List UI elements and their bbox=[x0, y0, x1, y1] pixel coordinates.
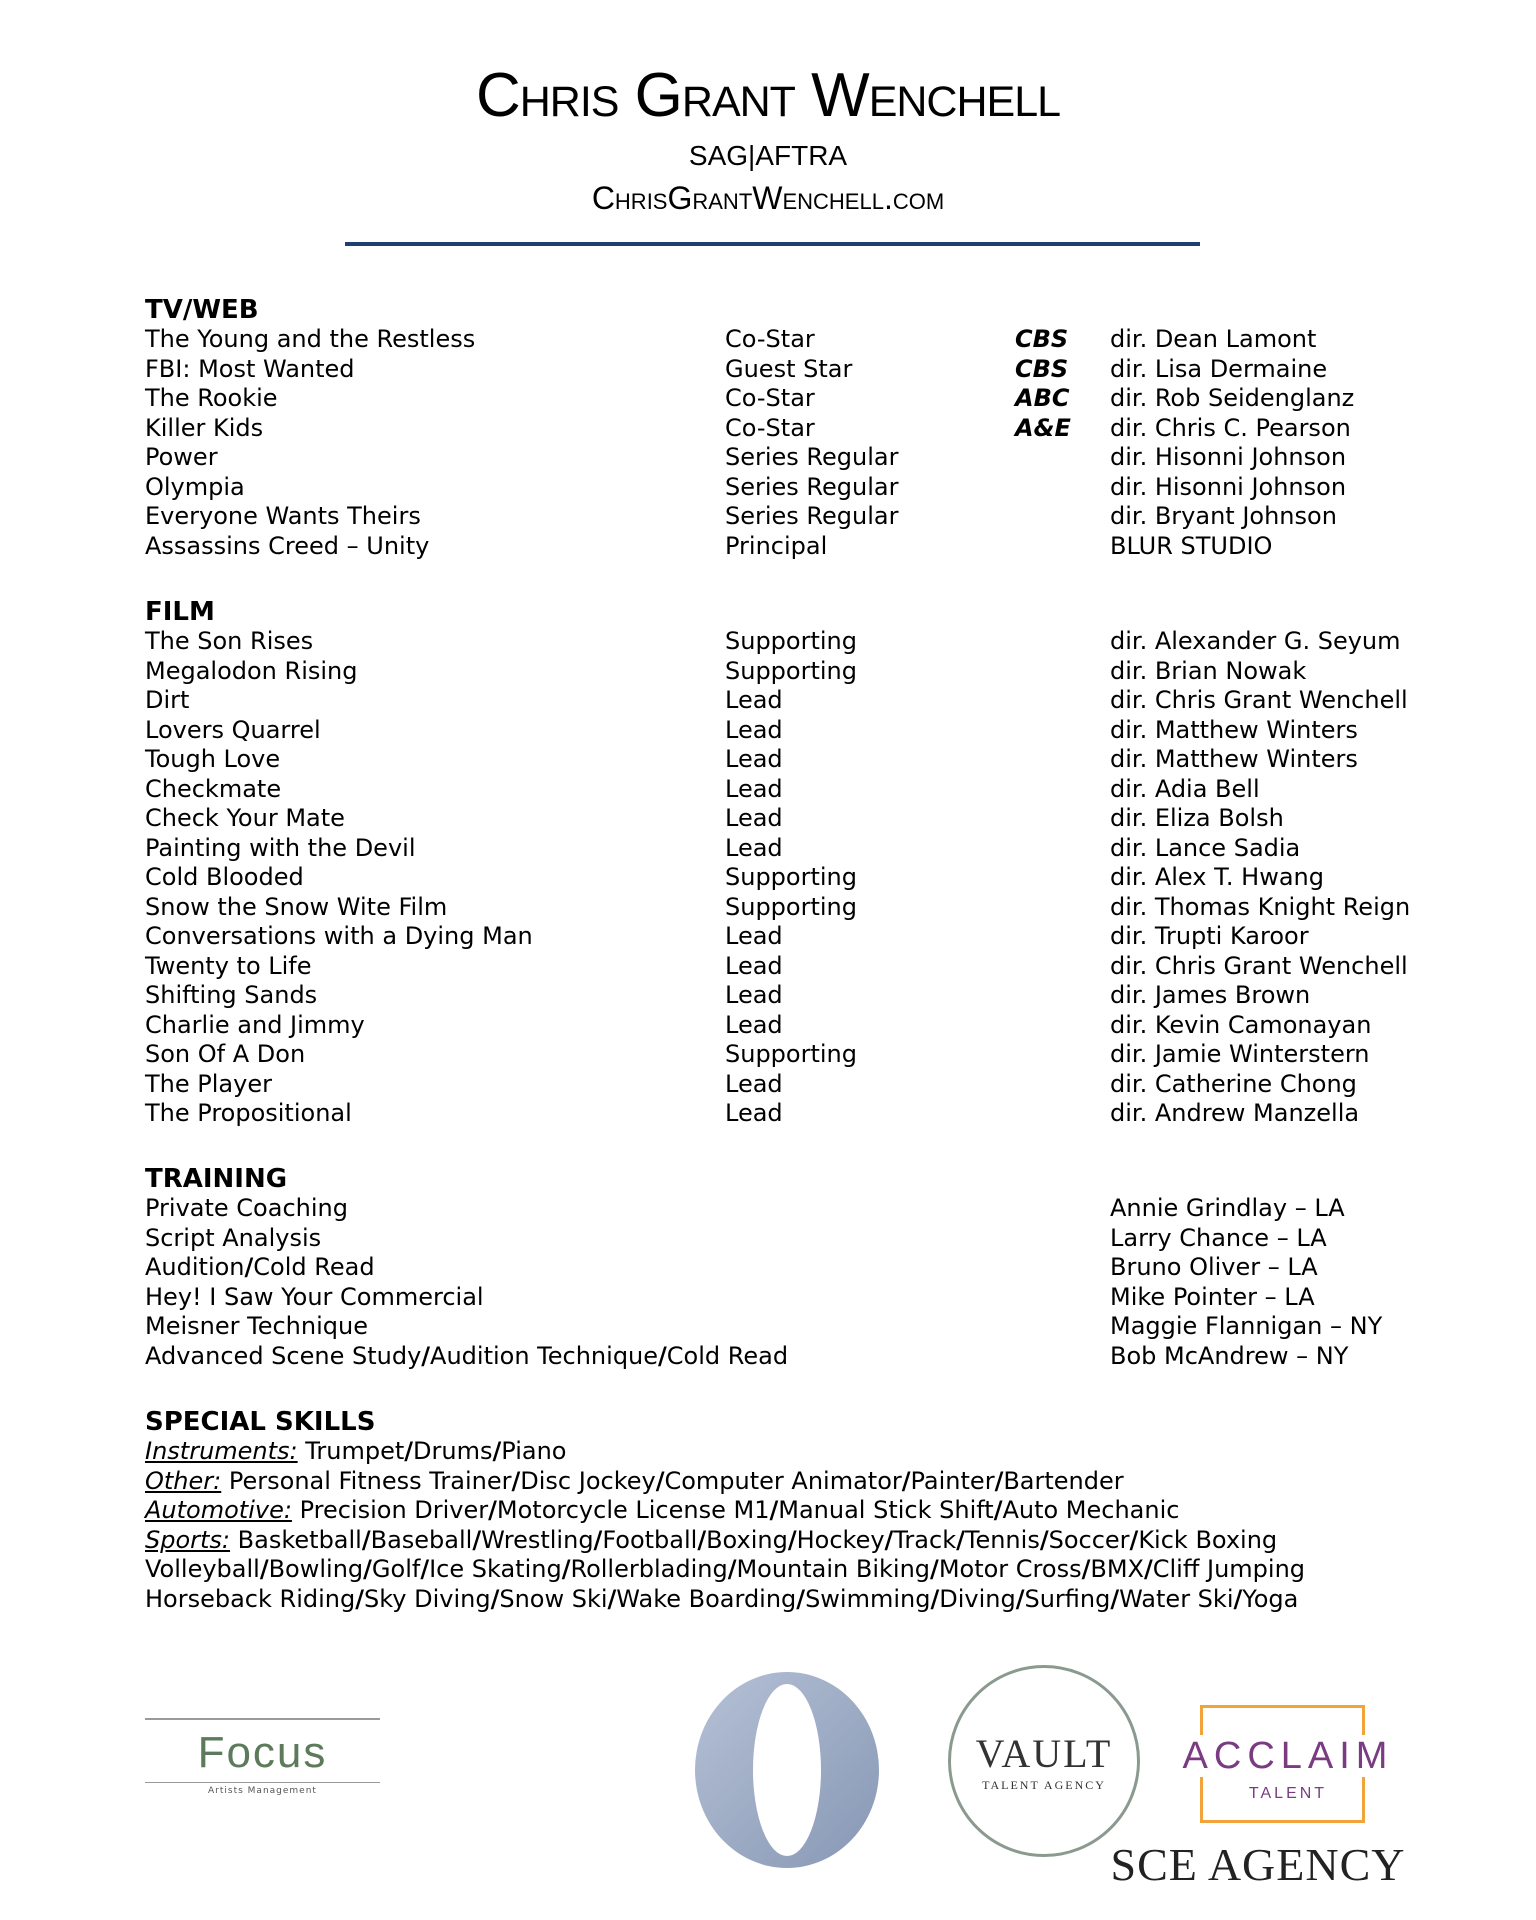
credit-director: dir. Matthew Winters bbox=[1110, 745, 1358, 773]
credit-role: Lead bbox=[725, 774, 783, 803]
table-row bbox=[145, 1070, 1425, 1100]
slash-separator: / bbox=[244, 1253, 254, 1281]
credit-role: Co-Star bbox=[725, 325, 815, 353]
table-row bbox=[145, 473, 1425, 503]
header-divider bbox=[345, 242, 1200, 246]
credit-role: Lead bbox=[725, 833, 783, 862]
credit-director: dir. Adia Bell bbox=[1110, 774, 1260, 803]
skill-line-sports bbox=[145, 1526, 1425, 1556]
credit-network: ABC bbox=[1015, 384, 1070, 412]
credit-title: Everyone Wants Theirs bbox=[145, 502, 421, 530]
focus-logo-word: Focus bbox=[197, 1728, 328, 1777]
credit-director: dir. Lisa Dermaine bbox=[1110, 354, 1328, 383]
skill-category-instruments: Instruments: bbox=[145, 1437, 298, 1465]
table-row bbox=[145, 1011, 1425, 1041]
slash-separator: / bbox=[884, 1525, 894, 1554]
slash-separator: / bbox=[363, 1555, 372, 1583]
skill-line-other bbox=[145, 1467, 1425, 1497]
table-row bbox=[145, 657, 1425, 687]
credit-director: dir. Alex T. Hwang bbox=[1110, 863, 1324, 891]
slash-separator: / bbox=[1015, 1584, 1025, 1613]
actor-name: Chris Grant Wenchell bbox=[475, 61, 1061, 130]
credit-director: dir. Jamie Winterstern bbox=[1110, 1040, 1370, 1068]
credit-title: The Son Rises bbox=[145, 627, 314, 655]
table-row bbox=[145, 1040, 1425, 1070]
credit-director: dir. Trupti Karoor bbox=[1110, 922, 1309, 950]
training-course: Script Analysis bbox=[145, 1223, 322, 1252]
credit-role: Series Regular bbox=[725, 443, 899, 471]
credit-role: Series Regular bbox=[725, 472, 899, 501]
credit-director: dir. Thomas Knight Reign bbox=[1110, 892, 1411, 921]
credit-title: Lovers Quarrel bbox=[145, 715, 321, 744]
credit-title: Charlie and Jimmy bbox=[145, 1010, 365, 1039]
skill-category-sports: Sports: bbox=[145, 1525, 231, 1554]
table-row bbox=[145, 414, 1425, 444]
credit-director: dir. Alexander G. Seyum bbox=[1110, 627, 1401, 655]
skill-list-sports-1: Basketball/Baseball/Wrestling/Football/Boxing/Hockey/Track/Tennis/Soccer/Kick Boxing bbox=[237, 1525, 1278, 1554]
table-row bbox=[145, 1099, 1425, 1129]
slash-separator: / bbox=[796, 1584, 806, 1613]
table-row bbox=[145, 981, 1425, 1011]
slash-separator: / bbox=[259, 1555, 269, 1583]
credit-role: Lead bbox=[725, 715, 783, 744]
credit-director: dir. Dean Lamont bbox=[1110, 325, 1317, 353]
training-course: Hey! I Saw Your Commercial bbox=[145, 1282, 484, 1311]
credit-title: Cold Blooded bbox=[145, 863, 304, 891]
slash-separator: / bbox=[607, 1584, 617, 1613]
credit-title: The Propositional bbox=[145, 1099, 352, 1127]
skill-line-instruments bbox=[145, 1437, 1425, 1467]
tv-web-section bbox=[145, 295, 1425, 561]
slash-separator: / bbox=[1110, 1584, 1120, 1613]
slash-separator: / bbox=[901, 1466, 911, 1495]
focus-logo bbox=[145, 1718, 380, 1796]
slash-separator: / bbox=[787, 1525, 797, 1554]
credit-role: Lead bbox=[725, 951, 783, 980]
acclaim-logo-word bbox=[1168, 1735, 1408, 1778]
credit-director: dir. Brian Nowak bbox=[1110, 656, 1307, 685]
table-row bbox=[145, 834, 1425, 864]
table-row bbox=[145, 325, 1425, 355]
credit-title: The Player bbox=[145, 1069, 272, 1098]
training-course: Meisner Technique bbox=[145, 1312, 368, 1340]
slash-separator: / bbox=[993, 1496, 1003, 1524]
slash-separator: / bbox=[421, 1341, 431, 1370]
table-row bbox=[145, 1253, 1425, 1283]
credit-title: Checkmate bbox=[145, 774, 282, 803]
table-row bbox=[145, 952, 1425, 982]
table-row bbox=[145, 627, 1425, 657]
credit-director: dir. Lance Sadia bbox=[1110, 833, 1301, 862]
credit-network: CBS bbox=[1015, 325, 1069, 353]
training-course: Private Coaching bbox=[145, 1194, 348, 1222]
film-section bbox=[145, 597, 1425, 1129]
credit-director: dir. Chris Grant Wenchell bbox=[1110, 686, 1408, 714]
training-teacher: Mike Pointer – LA bbox=[1110, 1282, 1315, 1311]
skill-line-sports-2 bbox=[145, 1555, 1425, 1585]
table-row bbox=[145, 716, 1425, 746]
skill-list-instruments: Trumpet/Drums/Piano bbox=[305, 1437, 567, 1465]
credit-role: Principal bbox=[725, 531, 828, 560]
table-row bbox=[145, 384, 1425, 414]
slash-separator: / bbox=[956, 1525, 965, 1554]
credit-role: Lead bbox=[725, 686, 783, 714]
focus-logo-top-rule bbox=[145, 1718, 380, 1720]
special-skills-section bbox=[145, 1407, 1425, 1614]
table-row bbox=[145, 1312, 1425, 1342]
credit-director: dir. Kevin Camonayan bbox=[1110, 1010, 1372, 1039]
acclaim-logo-subtitle: TALENT bbox=[1248, 1785, 1328, 1802]
slash-separator: / bbox=[593, 1525, 603, 1554]
credit-role: Series Regular bbox=[725, 502, 899, 530]
slash-separator: / bbox=[1233, 1584, 1243, 1613]
section-title-tv-web: TV/WEB bbox=[145, 295, 259, 325]
skill-list-automotive: Precision Driver/Motorcycle License M1/Manual Stick Shift/Auto Mechanic bbox=[299, 1496, 1180, 1524]
slash-separator: / bbox=[930, 1555, 939, 1583]
skill-line-sports-3 bbox=[145, 1585, 1425, 1615]
slash-separator: / bbox=[1081, 1555, 1091, 1583]
credit-title: Shifting Sands bbox=[145, 981, 318, 1009]
training-teacher: Maggie Flannigan – NY bbox=[1110, 1312, 1383, 1340]
website-link[interactable]: ChrisGrantWenchell.com bbox=[591, 180, 945, 216]
credit-director: dir. Bryant Johnson bbox=[1110, 502, 1337, 530]
o-logo-graphic bbox=[690, 1668, 885, 1873]
credit-title: Olympia bbox=[145, 472, 245, 501]
vault-logo-subtitle: TALENT AGENCY bbox=[982, 1778, 1106, 1792]
slash-separator: / bbox=[490, 1584, 500, 1613]
credit-title: Dirt bbox=[145, 686, 190, 714]
credit-role: Co-Star bbox=[725, 413, 815, 442]
credit-role: Supporting bbox=[725, 863, 857, 891]
table-row bbox=[145, 443, 1425, 473]
training-course: Advanced Scene Study/Audition Technique/Cold Read bbox=[145, 1341, 789, 1370]
vault-logo-word: VAULT bbox=[975, 1731, 1113, 1776]
table-row bbox=[145, 863, 1425, 893]
table-row bbox=[145, 1342, 1425, 1372]
table-row bbox=[145, 775, 1425, 805]
section-title-training: TRAINING bbox=[145, 1164, 288, 1194]
credit-role: Lead bbox=[725, 1099, 783, 1127]
credit-title: Conversations with a Dying Man bbox=[145, 922, 533, 950]
credit-role: Lead bbox=[725, 745, 783, 773]
credit-title: Snow the Snow Wite Film bbox=[145, 892, 448, 921]
training-teacher: Bob McAndrew – NY bbox=[1110, 1341, 1349, 1370]
focus-logo-subtitle: Artists Management bbox=[208, 1786, 317, 1796]
slash-separator: / bbox=[488, 1496, 497, 1524]
credit-title: The Young and the Restless bbox=[145, 325, 476, 353]
slash-separator: / bbox=[930, 1584, 940, 1613]
acclaim-logo-word-text: ACCLAIM bbox=[1179, 1735, 1398, 1777]
table-row bbox=[145, 745, 1425, 775]
credit-director: dir. Hisonni Johnson bbox=[1110, 472, 1347, 501]
slash-separator: / bbox=[472, 1525, 482, 1554]
slash-separator: / bbox=[561, 1555, 571, 1583]
slash-separator: / bbox=[404, 1437, 414, 1465]
credit-director: dir. Matthew Winters bbox=[1110, 715, 1358, 744]
slash-separator: / bbox=[727, 1555, 737, 1583]
credit-role: Supporting bbox=[725, 656, 857, 685]
credit-role: Supporting bbox=[725, 627, 857, 655]
slash-separator: / bbox=[361, 1525, 371, 1554]
table-row bbox=[145, 686, 1425, 716]
credit-title: FBI: Most Wanted bbox=[145, 354, 355, 383]
table-row bbox=[145, 893, 1425, 923]
slash-separator: / bbox=[769, 1496, 779, 1524]
slash-separator: / bbox=[1129, 1525, 1139, 1554]
skill-list-other: Personal Fitness Trainer/Disc Jockey/Computer Animator/Painter/Bartender bbox=[228, 1466, 1124, 1495]
credit-title: Tough Love bbox=[145, 745, 281, 773]
credit-title: Killer Kids bbox=[145, 413, 264, 442]
slash-separator: / bbox=[1039, 1525, 1049, 1554]
skill-line-automotive bbox=[145, 1496, 1425, 1526]
training-teacher: Larry Chance – LA bbox=[1110, 1223, 1327, 1252]
training-course: Audition/Cold Read bbox=[145, 1253, 375, 1281]
skill-list-sports-2: Volleyball/Bowling/Golf/Ice Skating/Rollerblading/Mountain Biking/Motor Cross/BMX/Cliff Jumping bbox=[145, 1555, 1306, 1583]
table-row bbox=[145, 1283, 1425, 1313]
slash-separator: / bbox=[697, 1525, 707, 1554]
credit-title: Twenty to Life bbox=[145, 951, 312, 980]
slash-separator: / bbox=[658, 1341, 667, 1370]
training-section bbox=[145, 1164, 1425, 1371]
credit-title: Assassins Creed – Unity bbox=[145, 531, 430, 560]
slash-separator: / bbox=[511, 1466, 521, 1495]
credit-network: A&E bbox=[1015, 413, 1071, 442]
credit-title: Check Your Mate bbox=[145, 804, 345, 832]
credit-role: Co-Star bbox=[725, 384, 815, 412]
slash-separator: / bbox=[420, 1555, 430, 1583]
credit-director: dir. Andrew Manzella bbox=[1110, 1099, 1360, 1127]
credit-director: dir. Hisonni Johnson bbox=[1110, 443, 1347, 471]
credit-role: Lead bbox=[725, 922, 783, 950]
slash-separator: / bbox=[492, 1437, 502, 1465]
credit-title: Son Of A Don bbox=[145, 1040, 306, 1068]
credit-title: Painting with the Devil bbox=[145, 833, 416, 862]
credit-title: Power bbox=[145, 443, 218, 471]
credit-title: Megalodon Rising bbox=[145, 656, 358, 685]
slash-separator: / bbox=[1143, 1555, 1153, 1583]
section-title-film: FILM bbox=[145, 597, 215, 627]
credit-role: Lead bbox=[725, 804, 783, 832]
skill-category-automotive: Automotive: bbox=[145, 1496, 292, 1524]
credit-network: CBS bbox=[1015, 354, 1069, 383]
credit-director: dir. Rob Seidenglanz bbox=[1110, 384, 1355, 412]
training-teacher: Annie Grindlay – LA bbox=[1110, 1194, 1345, 1222]
credit-director: dir. Catherine Chong bbox=[1110, 1069, 1357, 1098]
slash-separator: / bbox=[355, 1584, 364, 1613]
credit-director: BLUR STUDIO bbox=[1110, 531, 1273, 560]
credit-role: Supporting bbox=[725, 892, 857, 921]
slash-separator: / bbox=[994, 1466, 1004, 1495]
credit-director: dir. Eliza Bolsh bbox=[1110, 804, 1284, 832]
credit-role: Lead bbox=[725, 981, 783, 1009]
sce-agency-logo: SCE AGENCY bbox=[1110, 1839, 1406, 1890]
table-row bbox=[145, 804, 1425, 834]
skill-category-other: Other: bbox=[145, 1466, 222, 1495]
skill-list-sports-3: Horseback Riding/Sky Diving/Snow Ski/Wake Boarding/Swimming/Diving/Surfing/Water Ski/Yoga bbox=[145, 1584, 1299, 1613]
slash-separator: / bbox=[655, 1466, 665, 1495]
credit-director: dir. James Brown bbox=[1110, 981, 1311, 1009]
table-row bbox=[145, 922, 1425, 952]
table-row bbox=[145, 1224, 1425, 1254]
credit-director: dir. Chris Grant Wenchell bbox=[1110, 951, 1408, 980]
table-row bbox=[145, 1194, 1425, 1224]
union-affiliation: SAG|AFTRA bbox=[688, 140, 848, 171]
credit-title: The Rookie bbox=[145, 384, 278, 412]
table-row bbox=[145, 532, 1425, 562]
credit-director: dir. Chris C. Pearson bbox=[1110, 413, 1351, 442]
credit-role: Lead bbox=[725, 1010, 783, 1039]
credit-role: Supporting bbox=[725, 1040, 857, 1068]
table-row bbox=[145, 502, 1425, 532]
vault-logo bbox=[948, 1665, 1140, 1857]
o-logo bbox=[690, 1668, 885, 1873]
focus-logo-bottom-rule bbox=[145, 1782, 380, 1783]
credit-role: Guest Star bbox=[725, 354, 853, 383]
training-teacher: Bruno Oliver – LA bbox=[1110, 1253, 1318, 1281]
table-row bbox=[145, 355, 1425, 385]
credit-role: Lead bbox=[725, 1069, 783, 1098]
section-title-special-skills: SPECIAL SKILLS bbox=[145, 1407, 376, 1437]
